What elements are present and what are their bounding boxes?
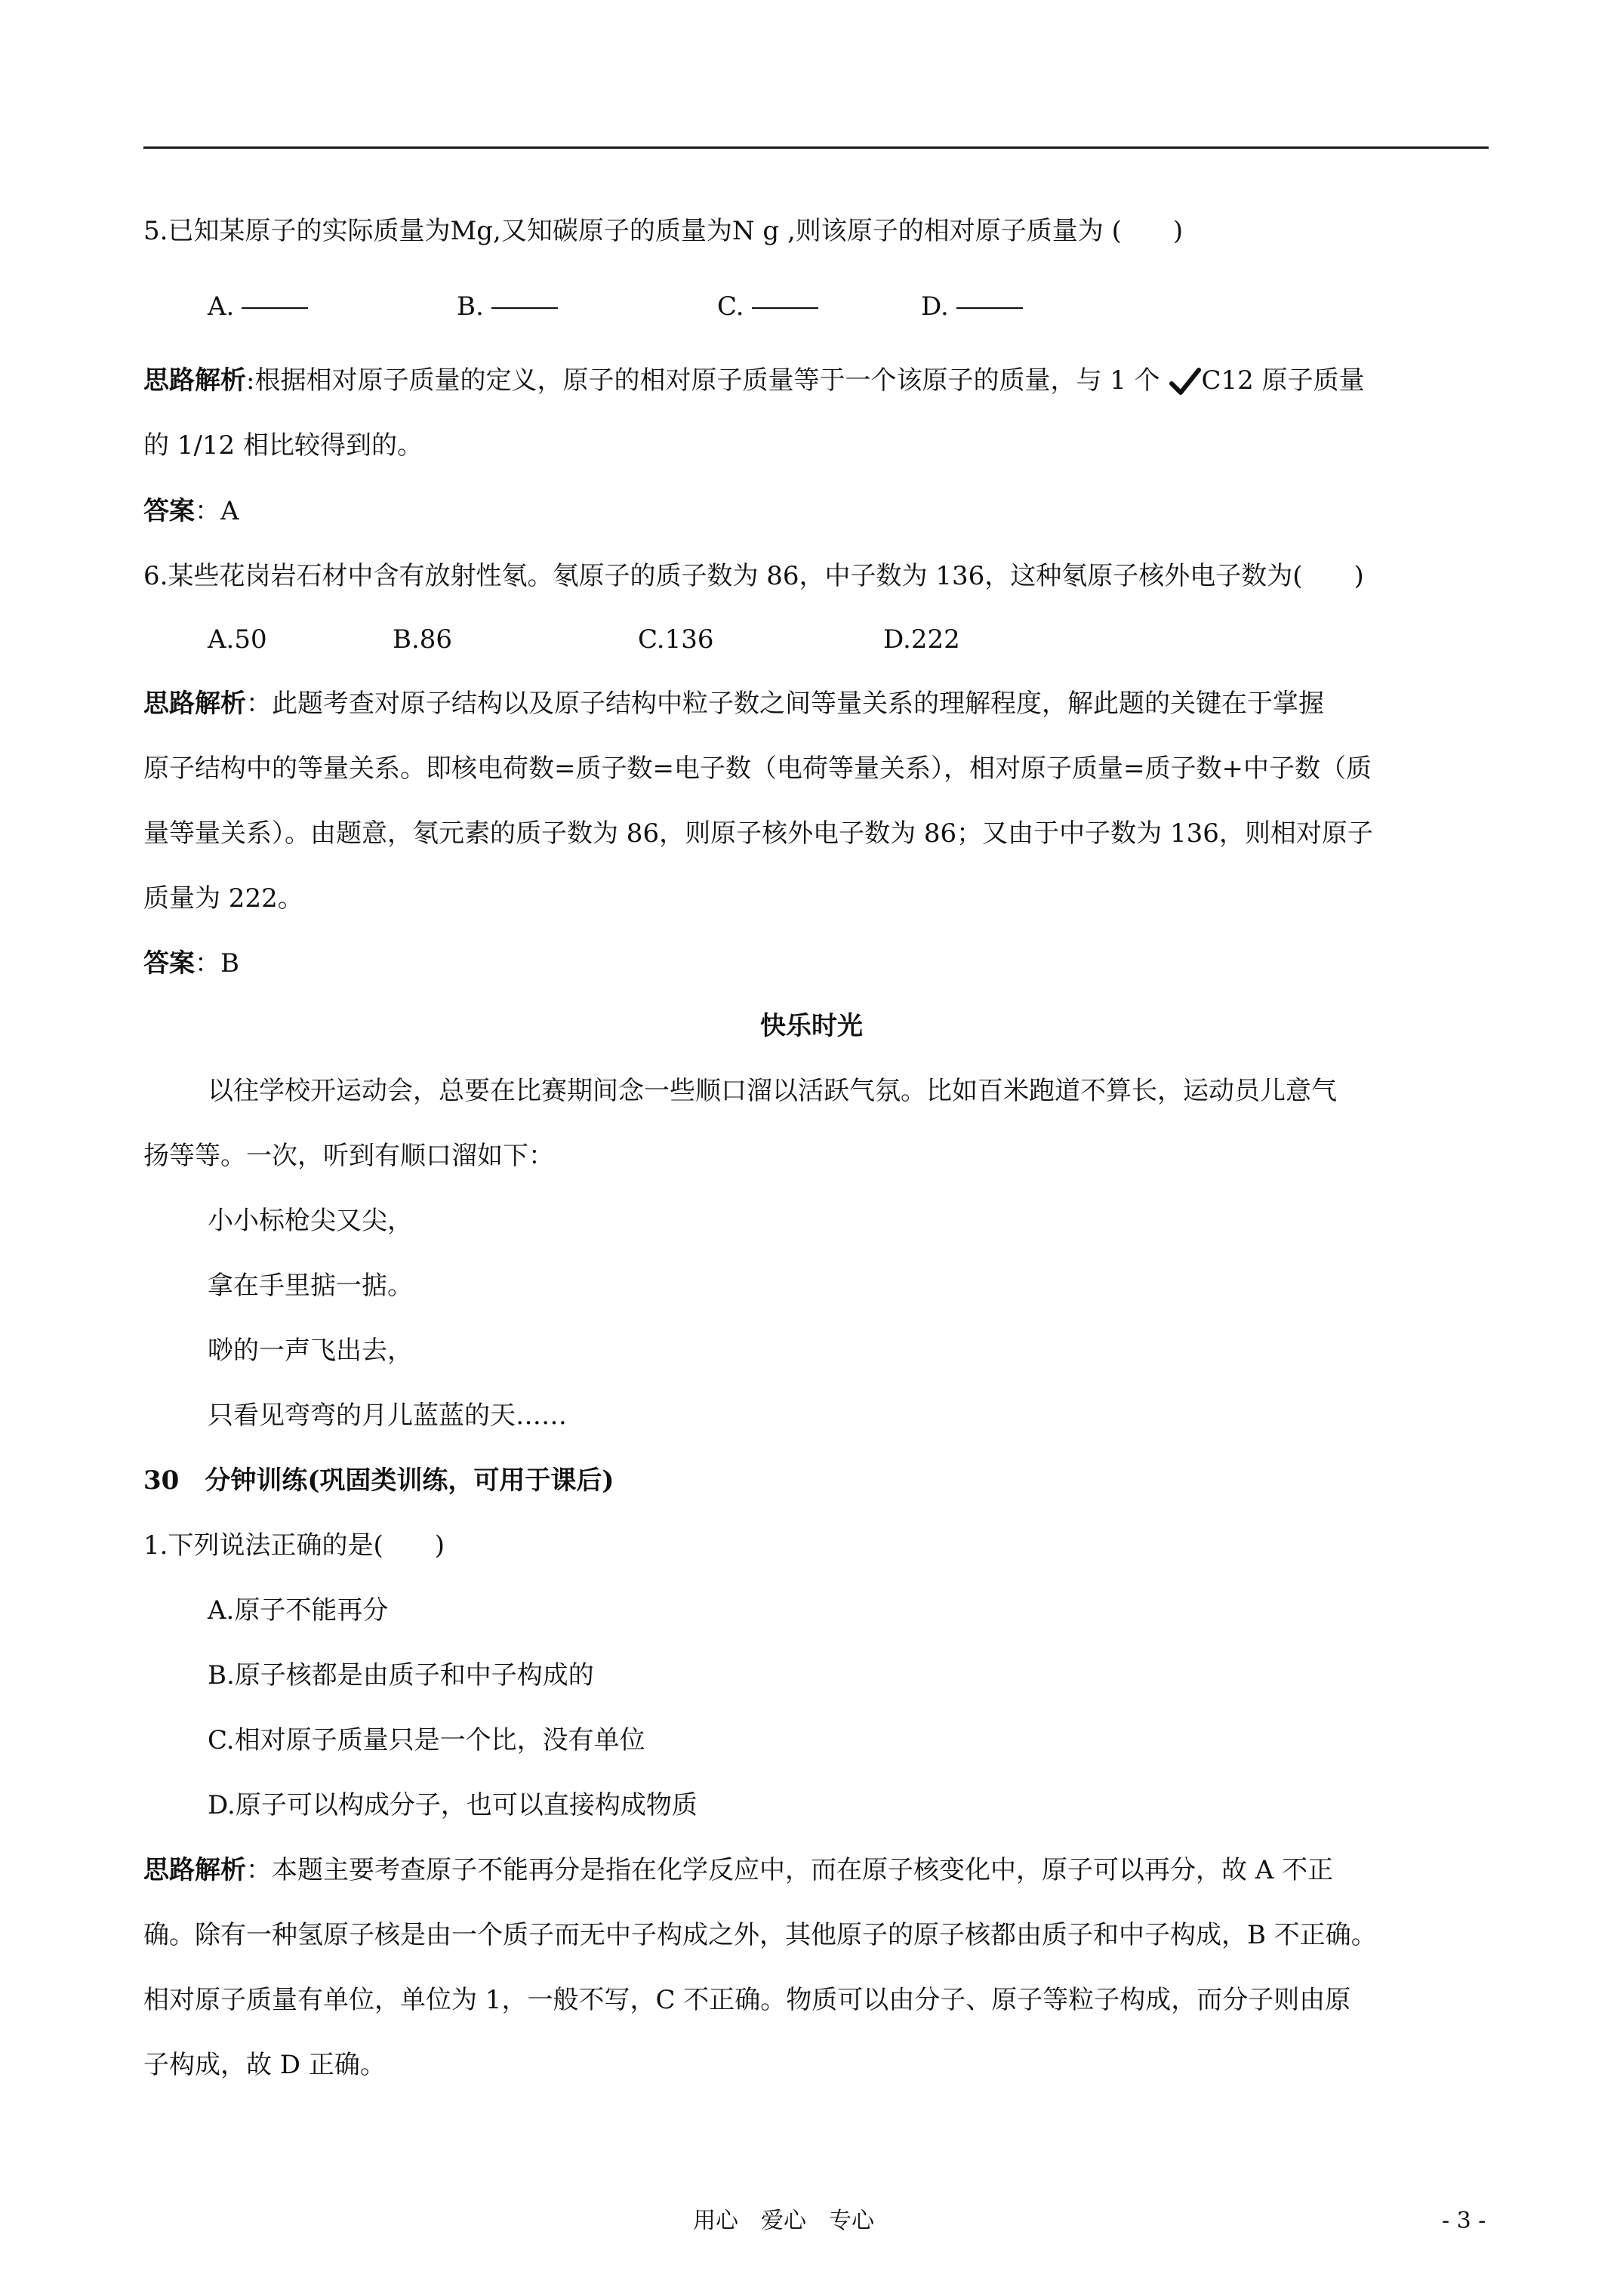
- q6-option-c: C.136: [638, 624, 714, 655]
- q6-answer-label: 答案: [143, 948, 195, 978]
- q1-option-c: C.相对原子质量只是一个比，没有单位: [208, 1725, 645, 1755]
- q1-analysis-line-2: 确。除有一种氢原子核是由一个质子而无中子构成之外，其他原子的原子核都由质子和中子构成，B 不正确。: [143, 1920, 1377, 1950]
- q5-analysis-line-2: 的 1/12 相比较得到的。: [143, 430, 423, 461]
- q6-analysis-line-4: 质量为 222。: [143, 883, 303, 914]
- q1-analysis-line-3: 相对原子质量有单位，单位为 1，一般不写，C 不正确。物质可以由分子、原子等粒子构成，而分子则由原: [143, 1985, 1351, 2015]
- q6-analysis-line-2: 原子结构中的等量关系。即核电荷数=质子数=电子数（电荷等量关系），相对原子质量=质子数+中子数（质: [143, 754, 1372, 784]
- q1-analysis-line-4: 子构成，故 D 正确。: [143, 2050, 386, 2080]
- q6-option-a: A.50: [208, 624, 267, 655]
- q6-option-b: B.86: [393, 624, 453, 655]
- q6-stem: 6.某些花岗岩石材中含有放射性氡。氡原子的质子数为 86，中子数为 136，这种氡原子核外电子数为( ): [143, 561, 1364, 591]
- q5-option-c: C.: [717, 287, 818, 326]
- q1-analysis-label: 思路解析: [143, 1855, 246, 1885]
- footer-motto: 用心 爱心 专心: [693, 2208, 874, 2234]
- poem-line-2: 拿在手里掂一掂。: [208, 1271, 413, 1301]
- happy-para-line-2: 扬等等。一次，听到有顺口溜如下：: [143, 1141, 554, 1171]
- q5-analysis-label: 思路解析: [143, 365, 246, 396]
- happy-time-title: 快乐时光: [760, 1011, 863, 1041]
- q5-option-a: A.: [208, 287, 308, 326]
- q5-analysis-line-1: 思路解析:根据相对原子质量的定义，原子的相对原子质量等于一个该原子的质量，与 1 个 C12 原子质量: [143, 365, 1365, 396]
- q1-option-d: D.原子可以构成分子，也可以直接构成物质: [208, 1790, 698, 1820]
- checkmark-icon: [1169, 367, 1202, 397]
- q6-analysis-line-1: 思路解析：此题考查对原子结构以及原子结构中粒子数之间等量关系的理解程度，解此题的关键在于掌握: [143, 689, 1324, 719]
- header-rule: [143, 146, 1489, 149]
- q5-options: [143, 287, 1495, 326]
- q5-option-d: D.: [921, 287, 1023, 326]
- q5-answer-label: 答案: [143, 496, 195, 526]
- poem-line-3: 唦的一声飞出去，: [208, 1336, 413, 1366]
- q5-answer: 答案：A: [143, 496, 239, 526]
- poem-line-1: 小小标枪尖又尖，: [208, 1206, 413, 1236]
- page-number: - 3 -: [1442, 2208, 1486, 2234]
- q1-option-a: A.原子不能再分: [208, 1595, 389, 1626]
- poem-line-4: 只看见弯弯的月儿蓝蓝的天……: [208, 1401, 567, 1431]
- happy-para-line-1: 以往学校开运动会，总要在比赛期间念一些顺口溜以活跃气氛。比如百米跑道不算长，运动员儿意气: [208, 1076, 1337, 1106]
- q5-option-b: B.: [457, 287, 558, 326]
- q1-option-b: B.原子核都是由质子和中子构成的: [208, 1660, 594, 1690]
- q1-analysis-line-1: 思路解析：本题主要考查原子不能再分是指在化学反应中，而在原子核变化中，原子可以再分，故 A 不正: [143, 1855, 1334, 1885]
- q6-answer: 答案：B: [143, 948, 239, 978]
- section-heading: 30 分钟训练(巩固类训练，可用于课后): [143, 1465, 614, 1496]
- q6-analysis-line-3: 量等量关系）。由题意，氡元素的质子数为 86，则原子核外电子数为 86；又由于中子数为 136，则相对原子: [143, 818, 1373, 849]
- q6-options: [143, 620, 1495, 659]
- q1-stem: 1.下列说法正确的是( ): [143, 1530, 445, 1561]
- q6-option-d: D.222: [883, 624, 960, 655]
- q5-stem: 5.已知某原子的实际质量为Mg,又知碳原子的质量为N g ,则该原子的相对原子质量为 ( ): [143, 216, 1184, 246]
- q6-analysis-label: 思路解析: [143, 689, 246, 719]
